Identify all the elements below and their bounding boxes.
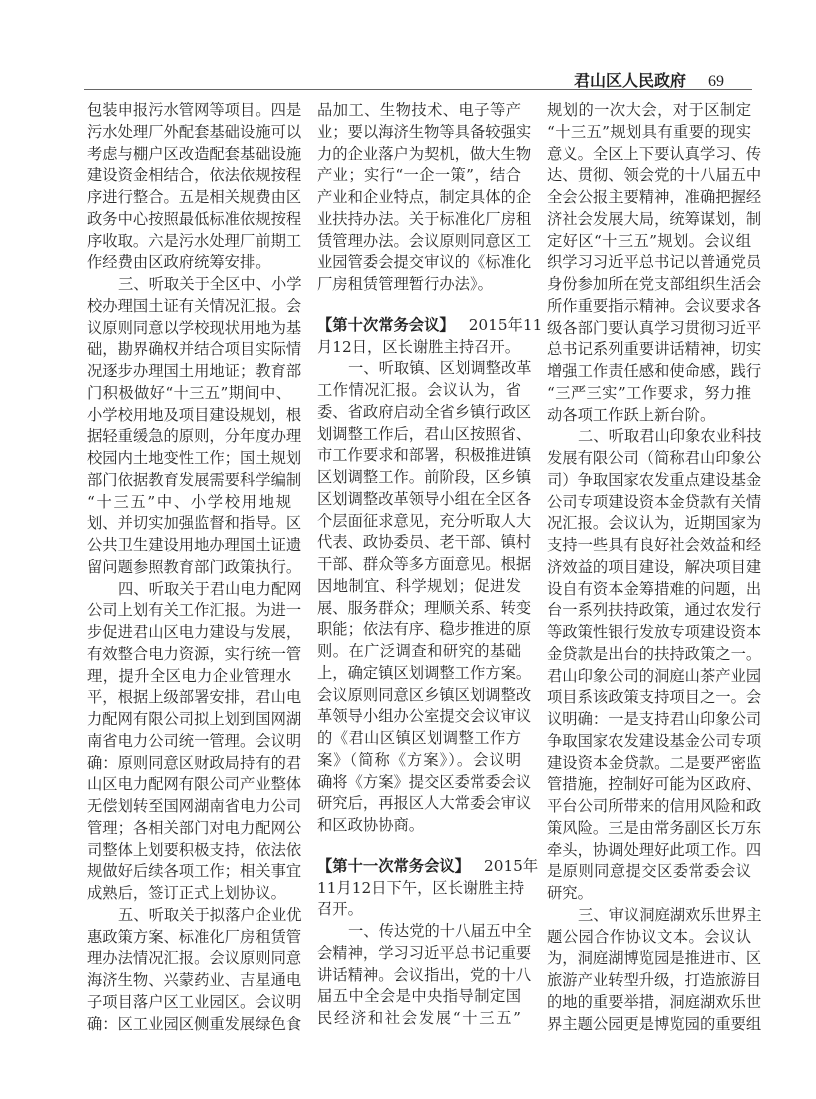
text-line: 二、听取君山印象农业科技 [578,427,762,446]
text-line: 况逐步办理国土用地证；教育部 [87,362,302,380]
meeting-title: 【第十一次常务会议】 [317,856,470,875]
text-line: 五、听取关于拟落户企业优 [118,905,302,924]
text-line: 污水处理厂外配套基础设施可以 [87,122,302,141]
text-line: 包装申报污水管网等项目。四是 [87,101,302,119]
text-line: 划调整工作后，君山区按照省、 [317,424,532,443]
text-line: 留问题参照教育部门政策执行。 [87,557,302,576]
text-line: 规做好后续各项工作；相关事宜 [87,862,302,881]
paragraph [547,100,762,426]
meeting-title: 【第十次常务会议】 [317,315,455,334]
text-line: 发展有限公司（简称君山印象公 [547,449,762,467]
text-line: 一、传达党的十八届五中全 [348,922,532,940]
text-line: 平台公司所带来的信用风险和政 [547,797,762,815]
text-line: 全会公报主要精神，准确把握经 [547,188,762,206]
running-header [574,68,724,91]
text-line: 司整体上划要积极支持，依法依 [87,840,302,859]
meeting-heading [317,856,539,921]
text-line: 届五中全会是中央指导制定国 [317,987,521,1006]
paragraph [547,426,762,905]
text-line: 校园内土地变性工作；国土规划 [87,449,302,467]
text-line: 支持一些具有良好社会效益和经 [547,536,762,554]
text-line: 11月12日下午，区长谢胜主持 [317,878,525,897]
text-line: 业扶持办法。关于标准化厂房租 [317,209,532,228]
text-line: 品加工、生物技术、电子等产 [317,101,521,119]
text-line: 序收取。六是污水处理厂前期工 [87,231,302,250]
text-line: 据轻重缓急的原则，分年度办理 [87,427,302,446]
text-line: 济效益的项目建设，解决项目建 [547,557,762,576]
text-line: 案》（简称《方案》）。会议明 [317,750,521,769]
text-line: 业；要以海济生物等具备较强实 [317,122,532,141]
text-line: 身份参加所在党支部组织生活会 [547,275,762,293]
text-line: 作经费由区政府统筹安排。 [87,253,271,272]
text-line: 划、并切实加强监督和指导。区 [87,514,302,533]
text-line: 民经济和社会发展“十三五” [317,1009,521,1027]
paragraph [87,579,302,905]
text-line: 工作情况汇报。会议认为，省 [317,381,521,399]
meeting-date: 2015年 [483,856,539,875]
text-line: 小学校用地及项目建设规划，根 [87,405,302,424]
text-line: 部门依据教育发展需要科学编制 [87,470,302,489]
text-line: 职能；依法有序、稳步推进的原 [317,620,532,639]
text-line: 门积极做好“十三五”期间中、 [87,383,291,402]
text-line: 金贷款是出台的扶持政策之一。 [547,644,762,663]
text-line: 管理；各相关部门对电力配网公 [87,818,302,837]
text-line: 争取国家农发建设基金公司专项 [547,731,762,750]
text-line: 织学习习近平总书记以普通党员 [547,253,762,272]
text-line: 序进行整合。五是相关规费由区 [87,188,302,206]
text-line: “十三五”规划具有重要的现实 [547,122,751,141]
text-line: 管措施，控制好可能为区政府、 [547,775,762,794]
text-line: 建设资金相结合，依法依规按程 [87,166,302,185]
paragraph-spacer [317,296,521,315]
text-line: 四、听取关于君山电力配网 [118,579,302,598]
text-line: 和区政协协商。 [317,816,425,834]
text-column-1 [87,100,302,1035]
text-line: 建设资本金贷款。二是要严密监 [547,753,762,772]
text-line: “十三五”中、小学校用地规 [87,492,291,511]
text-line: 因地制宜、科学规划；促进发 [317,576,521,595]
paragraph [317,921,532,1030]
text-line: 平，根据上级部署安排，君山电 [87,688,302,707]
text-line: 公司上划有关工作汇报。为进一 [87,601,302,620]
page-number: 69 [708,73,724,90]
text-line: 步促进君山区电力建设与发展， [87,623,302,641]
text-line: 意义。全区上下要认真学习、传 [547,144,762,163]
text-line: 况汇报。会议认为，近期国家为 [547,514,762,533]
text-line: 项目系该政策支持项目之一。会 [547,688,762,707]
paragraph [317,358,532,837]
text-line: 台一系列扶持政策，通过农发行 [547,601,762,620]
text-line: “三严三实”工作要求，努力推 [547,383,751,402]
meeting-heading [317,315,543,359]
text-line: 公司专项建设资本金贷款有关情 [547,492,762,511]
text-line: 个层面征求意见，充分听取人大 [317,511,532,530]
text-line: 旅游产业转型升级，打造旅游目 [547,971,762,989]
header-rule [84,89,752,90]
text-line: 子项目落户区工业园区。会议明 [87,992,302,1011]
paragraph [87,274,302,579]
heading-line [317,315,543,337]
text-line: 公共卫生建设用地办理国土证遗 [87,536,302,554]
text-line: 确：原则同意区财政局持有的君 [87,753,302,772]
text-line: 赁管理办法。会议原则同意区工 [317,231,532,250]
text-line: 牵头，协调处理好此项工作。四 [547,840,762,859]
text-line: 议明确：一是支持君山印象公司 [547,710,762,728]
text-line: 会议原则同意区乡镇区划调整改 [317,685,532,704]
text-line: 革领导小组办公室提交会议审议 [317,707,532,726]
text-line: 等政策性银行发放专项建设资本 [547,623,762,641]
text-line: 础，勘界确权并结合项目实际情 [87,340,302,359]
text-line: 的地的重要举措，洞庭湖欢乐世 [547,992,762,1011]
text-line: 所作重要指示精神。会议要求各 [547,296,762,315]
text-line: 代表、政协委员、老干部、镇村 [317,533,532,552]
text-line: 业园管委会提交审议的《标准化 [317,253,532,272]
text-line: 设自有资本金筹措难的问题，出 [547,579,762,598]
text-line: 有效整合电力资源，实行统一管 [87,644,302,663]
text-line: 规划的一次大会，对于区制定 [547,101,751,119]
text-line: 理办法情况汇报。会议原则同意 [87,949,302,968]
text-line: 达、贯彻、领会党的十八届五中 [547,166,762,185]
text-line: 产业和企业特点，制定具体的企 [317,188,532,206]
text-line: 委、省政府启动全省乡镇行政区 [317,402,532,421]
paragraph-spacer [317,837,521,856]
text-column-2 [317,100,543,1030]
text-line: 厂房租赁管理暂行办法》。 [317,275,493,293]
text-line: 山区电力配网有限公司产业整体 [87,775,302,794]
text-column-3 [547,100,762,1035]
text-line: 界主题公园更是博览园的重要组 [547,1014,762,1033]
paragraph [547,905,762,1036]
text-line: 定好区“十三五”规划。会议组 [547,231,751,250]
text-line: 区划调整改革领导小组在全区各 [317,489,532,508]
text-line: 力配网有限公司拟上划到国网湖 [87,710,302,728]
text-line: 政务中心按照最低标准依规按程 [87,209,302,228]
text-line: 南省电力公司统一管理。会议明 [87,731,302,750]
text-line: 君山印象公司的洞庭山茶产业园 [547,666,762,685]
text-line: 三、听取关于全区中、小学 [118,275,302,293]
text-line: 上，确定镇区划调整工作方案。 [317,663,532,682]
text-line: 确：区工业园区侧重发展绿色食 [87,1014,302,1033]
text-line: 动各项工作跃上新台阶。 [547,405,716,424]
text-line: 成熟后，签订正式上划协议。 [87,884,286,902]
text-line: 题公园合作协议文本。会议认 [547,927,751,946]
text-line: 校办理国土证有关情况汇报。会 [87,296,302,315]
text-line: 总书记系列重要讲话精神，切实 [547,340,762,359]
text-line: 为，洞庭湖博览园是推进市、区 [547,949,762,968]
text-line: 海济生物、兴蒙药业、吉星通电 [87,971,302,989]
paragraph [317,100,532,296]
text-line: 策风险。三是由常务副区长万东 [547,818,762,837]
text-line: 无偿划转至国网湖南省电力公司 [87,797,302,815]
text-line: 产业；实行“一企一策”，结合 [317,166,521,185]
text-line: 考虑与棚户区改造配套基础设施 [87,144,302,163]
text-line: 研究后，再报区人大常委会审议 [317,794,532,813]
text-line: 市工作要求和部署，积极推进镇 [317,446,532,465]
text-line: 讲话精神。会议指出，党的十八 [317,965,532,984]
text-line: 理，提升全区电力企业管理水 [87,666,291,685]
text-line: 召开。 [317,900,363,919]
paragraph [87,905,302,1036]
text-line: 力的企业落户为契机，做大生物 [317,144,532,163]
text-line: 展、服务群众；理顺关系、转变 [317,598,532,617]
text-line: 区划调整工作。前阶段，区乡镇 [317,468,532,486]
text-line: 干部、群众等多方面意见。根据 [317,555,532,573]
text-line: 一、听取镇、区划调整改革 [348,359,532,378]
text-line: 惠政策方案、标准化厂房租赁管 [87,927,302,946]
publication-title: 君山区人民政府 [573,71,686,90]
text-line: 月12日，区长谢胜主持召开。 [317,337,521,356]
paragraph [87,100,302,274]
text-line: 的《君山区镇区划调整工作方 [317,729,521,747]
meeting-date: 2015年11 [468,315,543,334]
text-line: 确将《方案》提交区委常委会议 [317,772,532,791]
heading-line [317,856,539,878]
text-line: 研究。 [547,884,593,902]
text-line: 会精神，学习习近平总书记重要 [317,943,532,962]
text-line: 济社会发展大局，统筹谋划，制 [547,209,762,228]
text-line: 增强工作责任感和使命感，践行 [547,362,762,380]
text-line: 三、审议洞庭湖欢乐世界主 [578,905,762,924]
text-line: 议原则同意以学校现状用地为基 [87,318,302,337]
text-line: 则。在广泛调查和研究的基础 [317,642,521,660]
text-line: 司）争取国家农发重点建设基金 [547,470,762,489]
text-line: 是原则同意提交区委常委会议 [547,862,751,881]
text-line: 级各部门要认真学习贯彻习近平 [547,318,762,337]
